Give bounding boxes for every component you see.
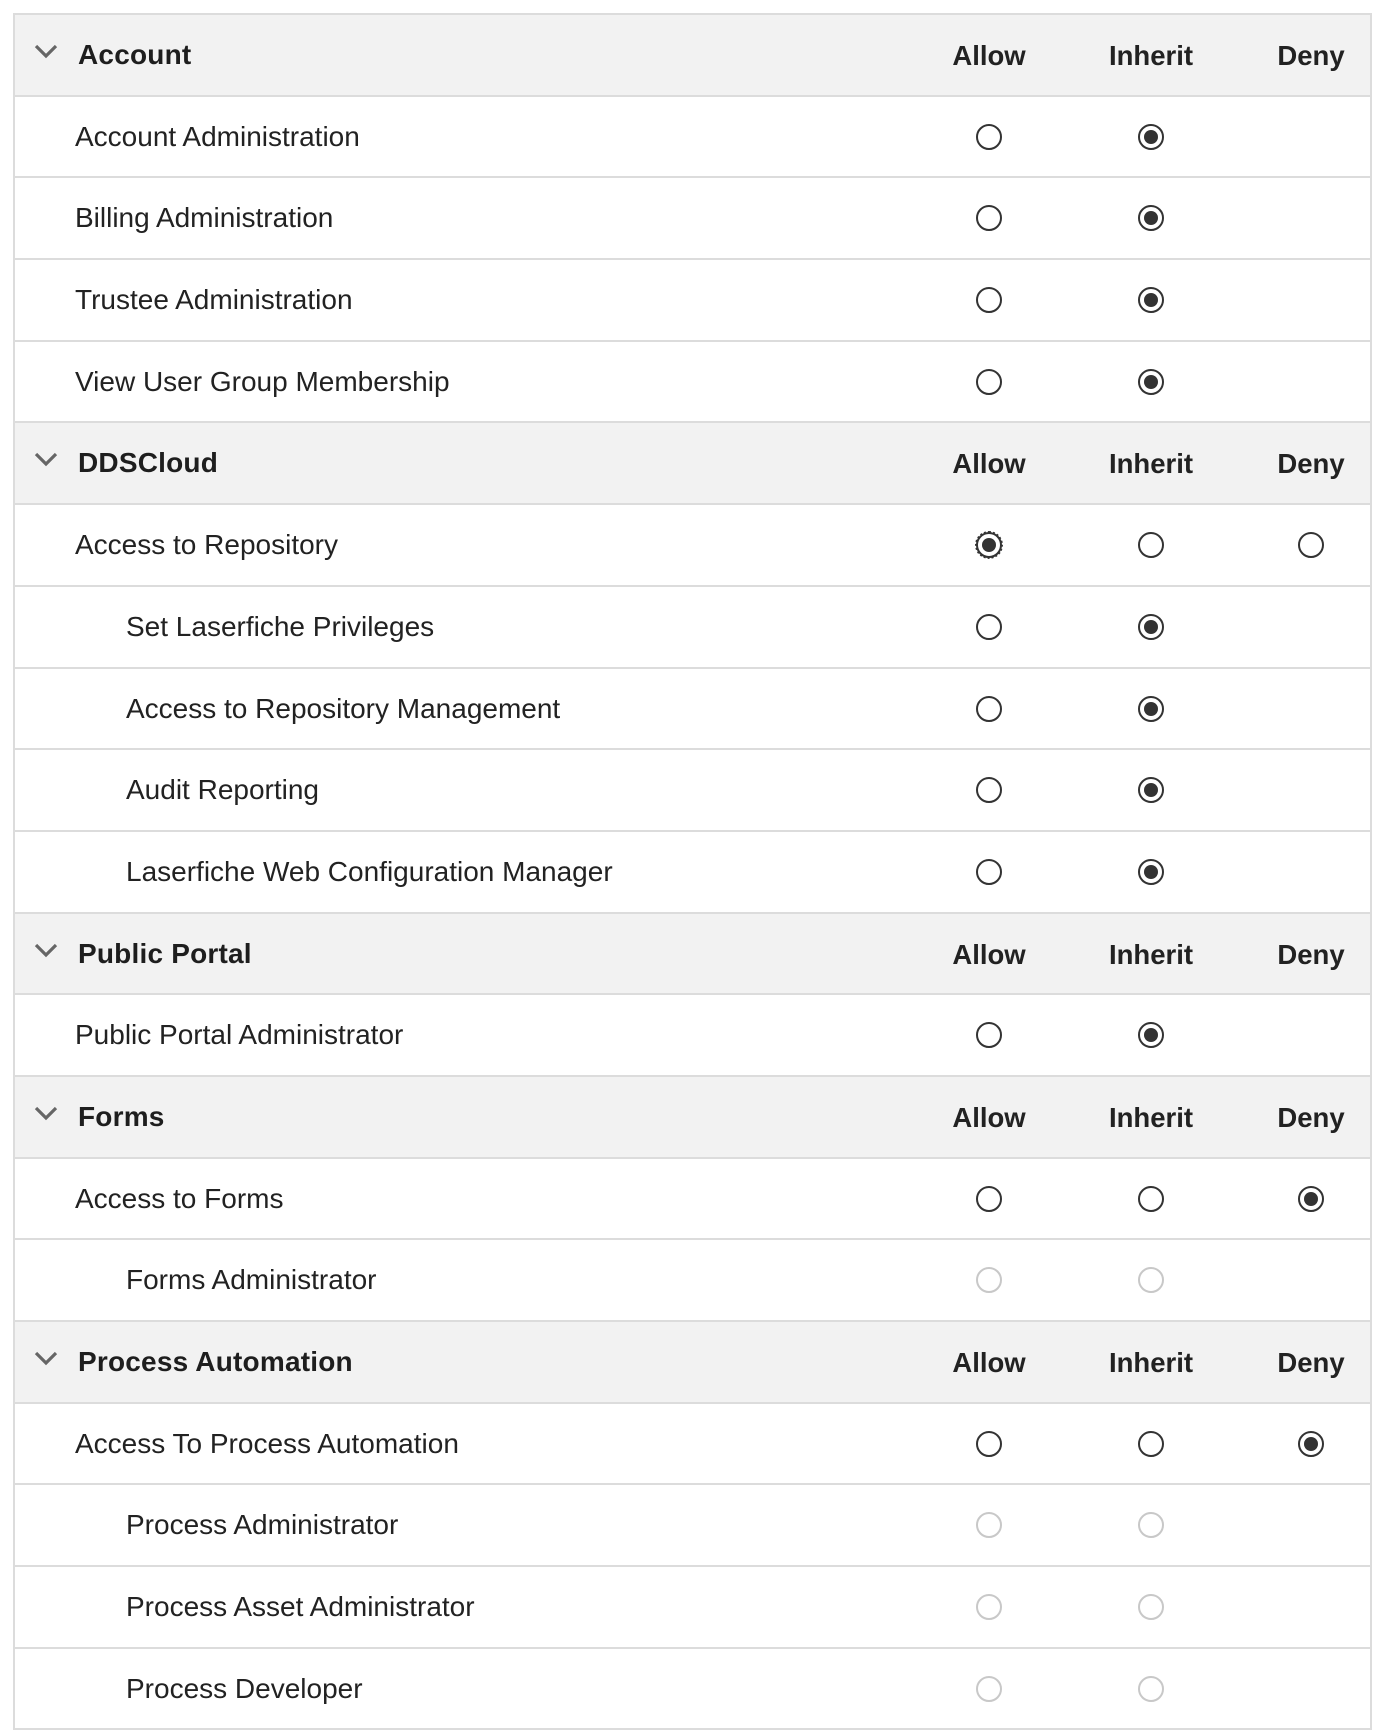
permission-label: Set Laserfiche Privileges — [126, 610, 435, 642]
column-header-deny: Deny — [1277, 448, 1345, 480]
column-header-inherit: Inherit — [1108, 938, 1194, 970]
radio-allow[interactable] — [976, 1431, 1002, 1457]
permission-row — [15, 750, 1370, 832]
group-header-process-automation[interactable] — [15, 1322, 1370, 1404]
permission-label: Account Administration — [75, 120, 360, 152]
radio-allow[interactable] — [976, 614, 1002, 640]
permission-row — [15, 178, 1370, 260]
radio-allow[interactable] — [976, 777, 1002, 803]
column-header-allow: Allow — [952, 1101, 1026, 1133]
radio-inherit[interactable] — [1138, 1186, 1164, 1212]
permission-row — [15, 995, 1370, 1077]
radio-inherit — [1138, 1267, 1164, 1293]
chevron-down-icon[interactable] — [33, 941, 59, 959]
permission-row — [15, 1159, 1370, 1241]
group-header-account[interactable] — [15, 15, 1370, 97]
permission-row — [15, 342, 1370, 424]
permission-label: View User Group Membership — [75, 365, 450, 397]
column-header-allow: Allow — [952, 40, 1026, 71]
column-header-allow: Allow — [952, 1347, 1026, 1378]
radio-inherit[interactable] — [1138, 696, 1164, 722]
radio-inherit — [1138, 1512, 1164, 1538]
column-header-deny: Deny — [1277, 1101, 1345, 1133]
column-header-allow: Allow — [952, 448, 1026, 480]
radio-deny[interactable] — [1298, 532, 1324, 558]
permission-row — [15, 97, 1370, 179]
permission-label: Process Administrator — [126, 1509, 399, 1541]
column-header-allow: Allow — [952, 938, 1026, 970]
permission-row — [15, 1567, 1370, 1649]
radio-inherit[interactable] — [1138, 369, 1164, 395]
column-header-inherit: Inherit — [1108, 1101, 1194, 1133]
group-header-public-portal[interactable] — [15, 914, 1370, 996]
radio-allow[interactable] — [976, 124, 1002, 150]
permission-label: Access to Repository Management — [126, 692, 561, 724]
chevron-down-icon[interactable] — [33, 1104, 59, 1122]
permission-label: Forms Administrator — [126, 1264, 377, 1296]
group-title: DDSCloud — [78, 447, 219, 479]
chevron-down-icon[interactable] — [33, 1349, 59, 1367]
radio-inherit[interactable] — [1138, 859, 1164, 885]
radio-allow[interactable] — [976, 859, 1002, 885]
radio-allow — [976, 1267, 1002, 1293]
radio-inherit[interactable] — [1138, 124, 1164, 150]
column-header-deny: Deny — [1277, 938, 1345, 970]
permission-label: Process Developer — [126, 1672, 363, 1704]
column-header-deny: Deny — [1277, 40, 1345, 71]
radio-inherit[interactable] — [1138, 205, 1164, 231]
permission-row — [15, 1649, 1370, 1730]
radio-deny[interactable] — [1298, 1431, 1324, 1457]
group-title: Process Automation — [78, 1346, 353, 1377]
radio-allow — [976, 1594, 1002, 1620]
radio-allow[interactable] — [976, 1186, 1002, 1212]
permission-row — [15, 587, 1370, 669]
radio-inherit[interactable] — [1138, 1431, 1164, 1457]
group-header-ddscloud[interactable] — [15, 423, 1370, 505]
permissions-table — [13, 13, 1372, 1730]
radio-inherit[interactable] — [1138, 287, 1164, 313]
radio-inherit[interactable] — [1138, 532, 1164, 558]
permission-row — [15, 1485, 1370, 1567]
permission-row — [15, 669, 1370, 751]
permission-label: Audit Reporting — [126, 774, 320, 806]
radio-allow[interactable] — [976, 1022, 1002, 1048]
permission-label: Access to Repository — [75, 529, 338, 561]
permission-label: Public Portal Administrator — [75, 1019, 404, 1051]
radio-allow[interactable] — [976, 287, 1002, 313]
group-title: Public Portal — [78, 937, 252, 969]
permission-row — [15, 1404, 1370, 1486]
radio-inherit[interactable] — [1138, 614, 1164, 640]
radio-allow[interactable] — [976, 369, 1002, 395]
column-header-inherit: Inherit — [1108, 1347, 1194, 1378]
group-title: Forms — [78, 1100, 165, 1132]
radio-deny[interactable] — [1298, 1186, 1324, 1212]
radio-inherit — [1138, 1676, 1164, 1702]
column-header-inherit: Inherit — [1108, 448, 1194, 480]
permission-label: Access To Process Automation — [75, 1427, 459, 1459]
permission-row — [15, 1240, 1370, 1322]
group-header-forms[interactable] — [15, 1077, 1370, 1159]
permission-row — [15, 832, 1370, 914]
permission-label: Access to Forms — [75, 1182, 284, 1214]
permission-row — [15, 260, 1370, 342]
radio-inherit — [1138, 1594, 1164, 1620]
permission-row — [15, 505, 1370, 587]
chevron-down-icon[interactable] — [33, 450, 59, 468]
chevron-down-icon[interactable] — [33, 42, 59, 60]
radio-allow — [976, 1676, 1002, 1702]
radio-allow[interactable] — [976, 532, 1002, 558]
radio-allow[interactable] — [976, 696, 1002, 722]
radio-allow[interactable] — [976, 205, 1002, 231]
radio-allow — [976, 1512, 1002, 1538]
column-header-deny: Deny — [1277, 1347, 1345, 1378]
group-title: Account — [78, 39, 192, 70]
column-header-inherit: Inherit — [1108, 40, 1194, 71]
permission-label: Process Asset Administrator — [126, 1591, 475, 1623]
permission-label: Laserfiche Web Configuration Manager — [126, 855, 613, 887]
permission-label: Trustee Administration — [75, 284, 353, 316]
permission-label: Billing Administration — [75, 202, 334, 234]
radio-inherit[interactable] — [1138, 777, 1164, 803]
radio-inherit[interactable] — [1138, 1022, 1164, 1048]
